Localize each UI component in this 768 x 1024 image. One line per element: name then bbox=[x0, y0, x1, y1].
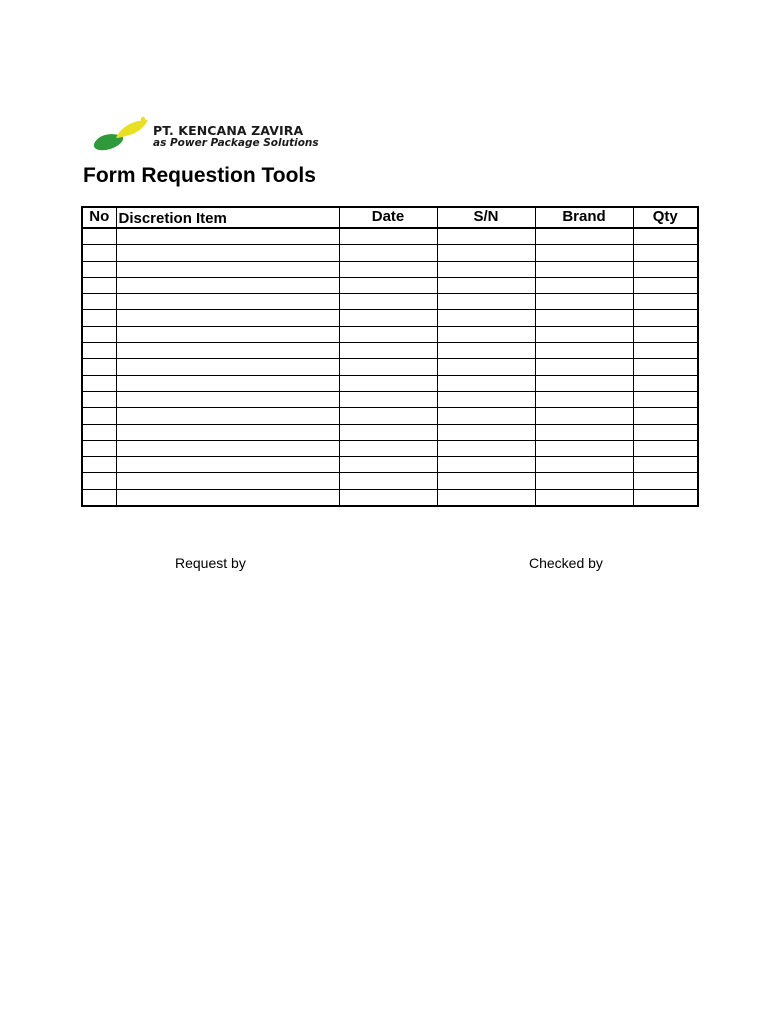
table-cell[interactable] bbox=[339, 489, 437, 506]
column-header-discretion-item: Discretion Item bbox=[116, 207, 339, 228]
table-body bbox=[82, 228, 698, 506]
table-row bbox=[82, 359, 698, 375]
table-cell[interactable] bbox=[82, 489, 116, 506]
table-row bbox=[82, 424, 698, 440]
company-name: PT. KENCANA ZAVIRA bbox=[153, 123, 304, 138]
table-cell[interactable] bbox=[116, 375, 339, 391]
table-cell[interactable] bbox=[633, 408, 698, 424]
table-cell[interactable] bbox=[339, 473, 437, 489]
table-cell[interactable] bbox=[535, 375, 633, 391]
table-cell[interactable] bbox=[535, 228, 633, 245]
table-row bbox=[82, 473, 698, 489]
table-cell[interactable] bbox=[633, 343, 698, 359]
table-row bbox=[82, 457, 698, 473]
table-cell[interactable] bbox=[535, 326, 633, 342]
table-cell[interactable] bbox=[339, 457, 437, 473]
table-cell[interactable] bbox=[535, 457, 633, 473]
column-header-no: No bbox=[82, 207, 116, 228]
table-cell[interactable] bbox=[116, 228, 339, 245]
table-cell[interactable] bbox=[339, 326, 437, 342]
table-cell[interactable] bbox=[437, 343, 535, 359]
table-row bbox=[82, 440, 698, 456]
table-cell[interactable] bbox=[82, 277, 116, 293]
form-title: Form Requestion Tools bbox=[83, 164, 316, 187]
table-cell[interactable] bbox=[535, 440, 633, 456]
table-cell[interactable] bbox=[633, 457, 698, 473]
table-cell[interactable] bbox=[339, 424, 437, 440]
table-cell[interactable] bbox=[82, 408, 116, 424]
table-cell[interactable] bbox=[535, 261, 633, 277]
table-row bbox=[82, 245, 698, 261]
table-cell[interactable] bbox=[339, 408, 437, 424]
table-cell[interactable] bbox=[339, 440, 437, 456]
leaf-logo-icon bbox=[92, 114, 152, 158]
table-cell[interactable] bbox=[633, 277, 698, 293]
table-cell[interactable] bbox=[535, 343, 633, 359]
table-cell[interactable] bbox=[116, 326, 339, 342]
table-cell[interactable] bbox=[437, 440, 535, 456]
table-cell[interactable] bbox=[633, 473, 698, 489]
table-cell[interactable] bbox=[633, 375, 698, 391]
table-cell[interactable] bbox=[633, 228, 698, 245]
table-cell[interactable] bbox=[82, 343, 116, 359]
table-cell[interactable] bbox=[633, 294, 698, 310]
table-cell[interactable] bbox=[535, 277, 633, 293]
table-cell[interactable] bbox=[437, 457, 535, 473]
table-header-row bbox=[82, 207, 698, 228]
table-cell[interactable] bbox=[633, 245, 698, 261]
table-cell[interactable] bbox=[339, 294, 437, 310]
table-row bbox=[82, 408, 698, 424]
table-cell[interactable] bbox=[82, 391, 116, 407]
table-cell[interactable] bbox=[82, 245, 116, 261]
table-cell[interactable] bbox=[116, 457, 339, 473]
request-table bbox=[81, 206, 699, 507]
table-cell[interactable] bbox=[633, 310, 698, 326]
table-row bbox=[82, 310, 698, 326]
table-cell[interactable] bbox=[339, 228, 437, 245]
table-row bbox=[82, 294, 698, 310]
table-cell[interactable] bbox=[116, 343, 339, 359]
table-cell[interactable] bbox=[633, 261, 698, 277]
table-cell[interactable] bbox=[339, 375, 437, 391]
table-cell[interactable] bbox=[116, 408, 339, 424]
table-cell[interactable] bbox=[437, 424, 535, 440]
table-cell[interactable] bbox=[116, 489, 339, 506]
table-row bbox=[82, 343, 698, 359]
table-cell[interactable] bbox=[116, 359, 339, 375]
table-cell[interactable] bbox=[437, 228, 535, 245]
table-cell[interactable] bbox=[633, 440, 698, 456]
table-cell[interactable] bbox=[82, 294, 116, 310]
table-cell[interactable] bbox=[339, 310, 437, 326]
table-cell[interactable] bbox=[633, 489, 698, 506]
table-cell[interactable] bbox=[437, 391, 535, 407]
table-row bbox=[82, 326, 698, 342]
table-cell[interactable] bbox=[116, 245, 339, 261]
table-cell[interactable] bbox=[633, 424, 698, 440]
table-cell[interactable] bbox=[116, 424, 339, 440]
table-cell[interactable] bbox=[116, 391, 339, 407]
table-cell[interactable] bbox=[82, 440, 116, 456]
table-row bbox=[82, 391, 698, 407]
table-cell[interactable] bbox=[633, 326, 698, 342]
table-cell[interactable] bbox=[437, 326, 535, 342]
table-cell[interactable] bbox=[82, 261, 116, 277]
table-cell[interactable] bbox=[437, 261, 535, 277]
table-cell[interactable] bbox=[535, 473, 633, 489]
column-header-brand: Brand bbox=[535, 207, 633, 228]
table-cell[interactable] bbox=[82, 457, 116, 473]
table-cell[interactable] bbox=[116, 277, 339, 293]
table-cell[interactable] bbox=[437, 408, 535, 424]
table-cell[interactable] bbox=[116, 310, 339, 326]
table-row bbox=[82, 277, 698, 293]
table-cell[interactable] bbox=[116, 440, 339, 456]
table-cell[interactable] bbox=[339, 277, 437, 293]
column-header-date: Date bbox=[339, 207, 437, 228]
table-cell[interactable] bbox=[339, 391, 437, 407]
table-cell[interactable] bbox=[116, 473, 339, 489]
column-header-sn: S/N bbox=[437, 207, 535, 228]
table-cell[interactable] bbox=[633, 359, 698, 375]
table-cell[interactable] bbox=[633, 391, 698, 407]
table-cell[interactable] bbox=[339, 343, 437, 359]
table-cell[interactable] bbox=[339, 261, 437, 277]
table-cell[interactable] bbox=[535, 408, 633, 424]
table-row bbox=[82, 228, 698, 245]
table-cell[interactable] bbox=[535, 424, 633, 440]
table-cell[interactable] bbox=[535, 391, 633, 407]
request-by-label: Request by bbox=[175, 555, 246, 571]
table-cell[interactable] bbox=[82, 424, 116, 440]
table-cell[interactable] bbox=[437, 359, 535, 375]
table-cell[interactable] bbox=[535, 294, 633, 310]
table-cell[interactable] bbox=[82, 310, 116, 326]
checked-by-label: Checked by bbox=[529, 555, 603, 571]
table-cell[interactable] bbox=[437, 473, 535, 489]
table-cell[interactable] bbox=[437, 245, 535, 261]
table-cell[interactable] bbox=[82, 359, 116, 375]
table-cell[interactable] bbox=[535, 359, 633, 375]
table-cell[interactable] bbox=[437, 375, 535, 391]
table-cell[interactable] bbox=[437, 489, 535, 506]
table-cell[interactable] bbox=[82, 326, 116, 342]
table-cell[interactable] bbox=[116, 294, 339, 310]
table-cell[interactable] bbox=[437, 277, 535, 293]
table-cell[interactable] bbox=[82, 375, 116, 391]
table-cell[interactable] bbox=[535, 489, 633, 506]
table-cell[interactable] bbox=[437, 310, 535, 326]
table-row bbox=[82, 375, 698, 391]
table-cell[interactable] bbox=[116, 261, 339, 277]
table-cell[interactable] bbox=[437, 294, 535, 310]
table-cell[interactable] bbox=[82, 228, 116, 245]
table-cell[interactable] bbox=[535, 245, 633, 261]
table-cell[interactable] bbox=[339, 359, 437, 375]
table-row bbox=[82, 489, 698, 506]
column-header-qty: Qty bbox=[633, 207, 698, 228]
table-cell[interactable] bbox=[535, 310, 633, 326]
company-logo bbox=[92, 114, 332, 158]
company-tagline: as Power Package Solutions bbox=[153, 137, 319, 149]
table-cell[interactable] bbox=[339, 245, 437, 261]
table-cell[interactable] bbox=[82, 473, 116, 489]
table-row bbox=[82, 261, 698, 277]
